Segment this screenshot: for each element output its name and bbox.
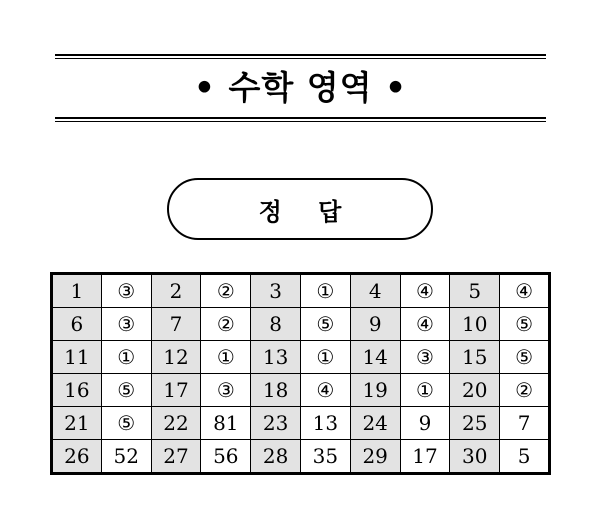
answer-cell: ④ — [500, 274, 550, 308]
answer-cell: ④ — [400, 274, 450, 308]
answer-cell: ② — [201, 308, 251, 341]
question-number: 26 — [52, 440, 102, 474]
answer-cell: 81 — [201, 407, 251, 440]
answer-cell: 56 — [201, 440, 251, 474]
question-number: 25 — [450, 407, 500, 440]
question-number: 18 — [251, 374, 301, 407]
question-number: 8 — [251, 308, 301, 341]
question-number: 15 — [450, 341, 500, 374]
question-number: 5 — [450, 274, 500, 308]
question-number: 9 — [350, 308, 400, 341]
answer-cell: 35 — [300, 440, 350, 474]
question-number: 23 — [251, 407, 301, 440]
question-number: 24 — [350, 407, 400, 440]
answer-cell: ④ — [300, 374, 350, 407]
question-number: 19 — [350, 374, 400, 407]
answer-cell: 7 — [500, 407, 550, 440]
answer-cell: ⑤ — [101, 407, 151, 440]
answer-key-badge: 정 답 — [167, 178, 433, 240]
answer-cell: ③ — [101, 308, 151, 341]
table-row — [52, 407, 550, 440]
page-title: • 수학 영역 • — [193, 68, 408, 107]
question-number: 4 — [350, 274, 400, 308]
question-number: 1 — [52, 274, 102, 308]
answer-cell: ⑤ — [300, 308, 350, 341]
answer-cell: 9 — [400, 407, 450, 440]
question-number: 3 — [251, 274, 301, 308]
header-bottom-rule — [55, 117, 546, 122]
answer-cell: 13 — [300, 407, 350, 440]
answer-cell: ⑤ — [500, 341, 550, 374]
question-number: 20 — [450, 374, 500, 407]
question-number: 29 — [350, 440, 400, 474]
answer-cell: ③ — [101, 274, 151, 308]
question-number: 6 — [52, 308, 102, 341]
question-number: 16 — [52, 374, 102, 407]
answer-cell: ① — [101, 341, 151, 374]
question-number: 12 — [151, 341, 201, 374]
answer-table — [50, 272, 551, 475]
question-number: 28 — [251, 440, 301, 474]
answer-cell: ① — [300, 341, 350, 374]
question-number: 2 — [151, 274, 201, 308]
answer-cell: ③ — [201, 374, 251, 407]
table-row — [52, 274, 550, 308]
table-row — [52, 341, 550, 374]
question-number: 10 — [450, 308, 500, 341]
answer-cell: ① — [201, 341, 251, 374]
question-number: 30 — [450, 440, 500, 474]
question-number: 11 — [52, 341, 102, 374]
question-number: 21 — [52, 407, 102, 440]
question-number: 13 — [251, 341, 301, 374]
table-row — [52, 374, 550, 407]
table-row — [52, 440, 550, 474]
answer-cell: ④ — [400, 308, 450, 341]
answer-cell: ① — [400, 374, 450, 407]
answer-cell: ② — [500, 374, 550, 407]
answer-cell: 52 — [101, 440, 151, 474]
question-number: 14 — [350, 341, 400, 374]
question-number: 22 — [151, 407, 201, 440]
answer-cell: ③ — [400, 341, 450, 374]
section-header — [55, 54, 546, 122]
answer-cell: ⑤ — [500, 308, 550, 341]
answer-cell: 17 — [400, 440, 450, 474]
table-row — [52, 308, 550, 341]
answer-cell: ① — [300, 274, 350, 308]
answer-cell: 5 — [500, 440, 550, 474]
question-number: 7 — [151, 308, 201, 341]
question-number: 27 — [151, 440, 201, 474]
question-number: 17 — [151, 374, 201, 407]
answer-cell: ② — [201, 274, 251, 308]
answer-cell: ⑤ — [101, 374, 151, 407]
header-top-rule — [55, 54, 546, 59]
